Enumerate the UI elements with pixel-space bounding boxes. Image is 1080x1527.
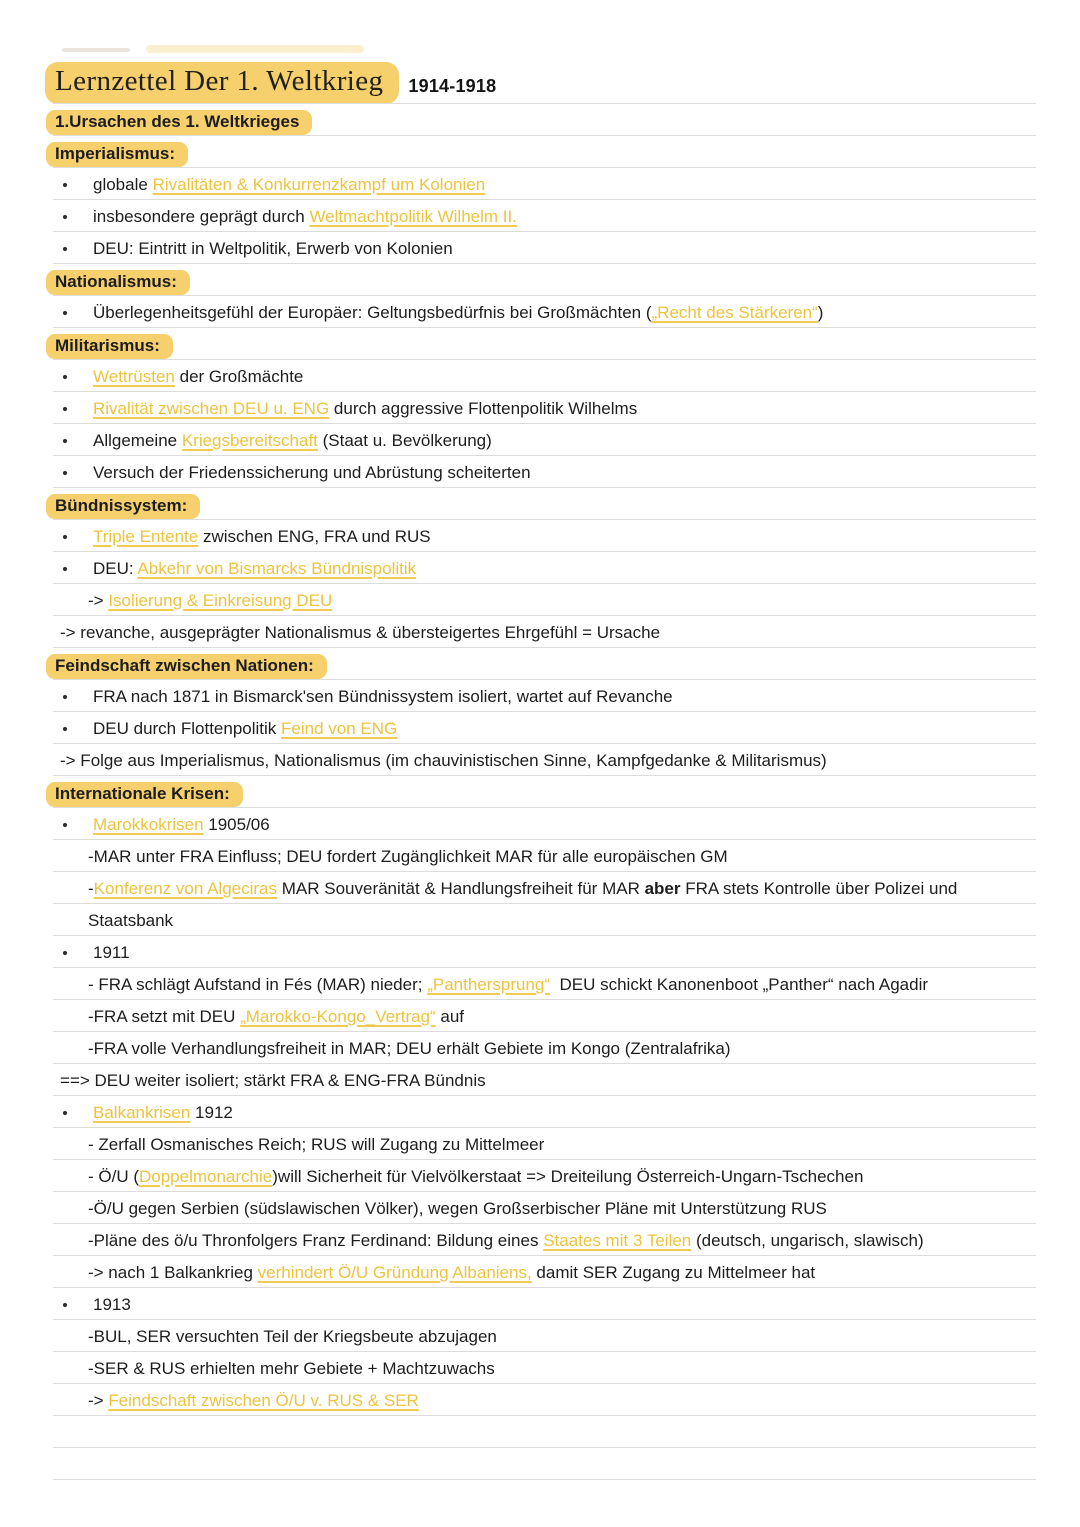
row-text (88, 1200, 827, 1224)
note-row (53, 680, 1036, 712)
text-segment: (Staat u. Bevölkerung) (317, 431, 492, 450)
row-text (88, 1040, 731, 1064)
highlighted-text-segment: „Recht des Stärkeren“ (651, 303, 818, 322)
note-row (53, 1032, 1036, 1064)
highlighter-smear-dash (62, 48, 130, 52)
row-text (93, 208, 517, 232)
highlighter-smear-strip (146, 45, 364, 53)
note-row (53, 1160, 1036, 1192)
text-segment: MAR Souveränität & Handlungsfreiheit für MAR (277, 879, 645, 898)
text-segment: -SER & RUS erhielten mehr Gebiete + Machtzuwachs (88, 1359, 495, 1378)
note-row (53, 168, 1036, 200)
row-text (93, 240, 453, 264)
text-segment: 1913 (93, 1295, 131, 1314)
bullet-dot-icon (63, 1303, 67, 1307)
bullet-dot-icon (63, 247, 67, 251)
row-text (93, 400, 637, 424)
row-text (60, 624, 660, 648)
note-row (53, 360, 1036, 392)
text-segment: - (88, 879, 94, 898)
rows-container (53, 104, 1036, 1480)
text-segment: -> (88, 1391, 109, 1410)
note-row (53, 1384, 1036, 1416)
text-segment: Imperialismus: (55, 144, 175, 163)
row-text (93, 1296, 131, 1320)
text-segment: Bündnissystem: (55, 496, 188, 515)
note-row (53, 1224, 1036, 1256)
bullet-dot-icon (63, 727, 67, 731)
note-row (53, 1096, 1036, 1128)
row-text (93, 944, 130, 968)
bullet-dot-icon (63, 311, 67, 315)
note-row (53, 584, 1036, 616)
text-segment: -BUL, SER versuchten Teil der Kriegsbeute abzujagen (88, 1327, 497, 1346)
row-text (93, 528, 431, 552)
text-segment: Überlegenheitsgefühl der Europäer: Geltungsbedürfnis bei Großmächten ( (93, 303, 652, 322)
highlighted-text-segment: Kriegsbereitschaft (181, 431, 318, 450)
highlighted-heading (46, 270, 190, 295)
text-segment: Staatsbank (88, 911, 174, 930)
section-heading-row (53, 104, 1036, 136)
note-row (53, 520, 1036, 552)
text-segment: DEU: (93, 559, 138, 578)
text-segment: insbesondere geprägt durch (93, 207, 310, 226)
highlighted-text-segment: „Marokko-Kongo_Vertrag“ (240, 1007, 436, 1026)
text-segment: zwischen ENG, FRA und RUS (198, 527, 431, 546)
text-segment: -Pläne des ö/u Thronfolgers Franz Ferdinand: Bildung eines (88, 1231, 544, 1250)
text-segment: -FRA setzt mit DEU (88, 1007, 241, 1026)
highlighted-heading (46, 494, 200, 519)
note-row (53, 200, 1036, 232)
note-row (53, 840, 1036, 872)
row-text (88, 1360, 495, 1384)
note-row (53, 1000, 1036, 1032)
text-segment: FRA stets Kontrolle über Polizei und (680, 879, 958, 898)
text-segment: Feindschaft zwischen Nationen: (55, 656, 314, 675)
text-segment: DEU: Eintritt in Weltpolitik, Erwerb von Kolonien (93, 239, 453, 258)
text-segment: aber (644, 879, 681, 898)
row-text (93, 432, 492, 456)
text-segment: ==> DEU weiter isoliert; stärkt FRA & ENG-FRA Bündnis (60, 1071, 486, 1090)
text-segment: -Ö/U gegen Serbien (südslawischen Völker), wegen Großserbischer Pläne mit Unterstützung RUS (88, 1199, 827, 1218)
bullet-dot-icon (63, 823, 67, 827)
notes-content (53, 56, 1036, 1480)
text-segment: globale (93, 175, 153, 194)
row-text (88, 1136, 544, 1160)
note-row (53, 456, 1036, 488)
highlighted-heading (46, 782, 243, 807)
text-segment: der Großmächte (174, 367, 304, 386)
row-text (93, 176, 485, 200)
row-text (88, 1264, 815, 1288)
note-row (53, 744, 1036, 776)
section-heading-row (53, 264, 1036, 296)
note-row (53, 808, 1036, 840)
highlighted-text-segment: Staates mit 3 Teilen (543, 1231, 692, 1250)
bullet-dot-icon (63, 535, 67, 539)
row-text (60, 752, 827, 776)
text-segment: -> Folge aus Imperialismus, Nationalismus (im chauvinistischen Sinne, Kampfgedanke & Militarismus) (60, 751, 827, 770)
highlighted-text-segment: Konferenz von Algeciras (93, 879, 278, 898)
highlighted-text-segment: verhindert Ö/U Gründung Albaniens, (257, 1263, 532, 1282)
row-text (88, 912, 173, 936)
bullet-dot-icon (63, 439, 67, 443)
row-text (88, 848, 728, 872)
note-row (53, 552, 1036, 584)
highlighted-text-segment: Abkehr von Bismarcks Bündnispolitik (137, 559, 417, 578)
highlighted-text-segment: Rivalität zwischen DEU u. ENG (93, 399, 330, 418)
text-segment: DEU schickt Kanonenboot „Panther“ nach Agadir (550, 975, 929, 994)
highlighted-text-segment: „Panthersprung“ (427, 975, 551, 994)
note-row (53, 904, 1036, 936)
row-text (93, 368, 303, 392)
title-row (53, 56, 1036, 104)
bullet-dot-icon (63, 407, 67, 411)
text-segment: durch aggressive Flottenpolitik Wilhelms (329, 399, 638, 418)
bullet-dot-icon (63, 1111, 67, 1115)
row-text (88, 592, 332, 616)
highlighted-text-segment: Feind von ENG (281, 719, 398, 738)
text-segment: )will Sicherheit für Vielvölkerstaat => Dreiteilung Österreich-Ungarn-Tschechen (272, 1167, 864, 1186)
bullet-dot-icon (63, 183, 67, 187)
row-text (88, 880, 957, 904)
text-segment: ) (817, 303, 824, 322)
page-title: Lernzettel Der 1. Weltkrieg (45, 62, 399, 104)
note-row (53, 872, 1036, 904)
highlighted-heading (46, 110, 312, 135)
text-segment: 1.Ursachen des 1. Weltkrieges (55, 112, 300, 131)
highlighted-text-segment: Marokkokrisen (93, 815, 204, 834)
row-text (88, 1232, 924, 1256)
text-segment: DEU durch Flottenpolitik (93, 719, 282, 738)
row-text (93, 304, 823, 328)
note-row (53, 936, 1036, 968)
note-row (53, 1064, 1036, 1096)
row-text (88, 976, 928, 1000)
text-segment: -> revanche, ausgeprägter Nationalismus & übersteigertes Ehrgefühl = Ursache (60, 623, 661, 642)
highlighted-heading (46, 654, 327, 679)
note-row (53, 616, 1036, 648)
highlighted-heading (46, 142, 188, 167)
bullet-dot-icon (63, 695, 67, 699)
text-segment: auf (435, 1007, 465, 1026)
text-segment: -> (88, 591, 109, 610)
text-segment: -FRA volle Verhandlungsfreiheit in MAR; DEU erhält Gebiete im Kongo (Zentralafrika) (88, 1039, 731, 1058)
note-row (53, 712, 1036, 744)
row-text (93, 688, 673, 712)
bullet-dot-icon (63, 951, 67, 955)
text-segment: - FRA schlägt Aufstand in Fés (MAR) nieder; (88, 975, 428, 994)
note-row (53, 232, 1036, 264)
highlighted-text-segment: Doppelmonarchie (139, 1167, 273, 1186)
text-segment: damit SER Zugang zu Mittelmeer hat (531, 1263, 816, 1282)
note-row (53, 1288, 1036, 1320)
bullet-dot-icon (63, 375, 67, 379)
row-text (93, 816, 270, 840)
note-row (53, 424, 1036, 456)
row-text (93, 720, 397, 744)
text-segment: FRA nach 1871 in Bismarck'sen Bündnissystem isoliert, wartet auf Revanche (93, 687, 673, 706)
section-heading-row (53, 488, 1036, 520)
bullet-dot-icon (63, 567, 67, 571)
text-segment: - Zerfall Osmanisches Reich; RUS will Zugang zu Mittelmeer (88, 1135, 545, 1154)
title-date-range: 1914-1918 (408, 76, 497, 96)
row-text (60, 1072, 486, 1096)
note-row (53, 1416, 1036, 1448)
row-text (88, 1008, 464, 1032)
text-segment: (deutsch, ungarisch, slawisch) (691, 1231, 924, 1250)
note-row (53, 968, 1036, 1000)
note-row (53, 1128, 1036, 1160)
section-heading-row (53, 776, 1036, 808)
row-text (93, 560, 416, 584)
text-segment: Militarismus: (55, 336, 160, 355)
highlighted-text-segment: Wettrüsten (93, 367, 175, 386)
text-segment: 1911 (93, 943, 130, 962)
section-heading-row (53, 136, 1036, 168)
row-text (93, 1104, 233, 1128)
row-text (93, 464, 531, 488)
section-heading-row (53, 328, 1036, 360)
bullet-dot-icon (63, 471, 67, 475)
bullet-dot-icon (63, 215, 67, 219)
note-row (53, 1448, 1036, 1480)
section-heading-row (53, 648, 1036, 680)
text-segment: - Ö/U ( (88, 1167, 139, 1186)
highlighted-text-segment: Triple Entente (93, 527, 199, 546)
row-text (88, 1328, 497, 1352)
note-row (53, 1256, 1036, 1288)
text-segment: -MAR unter FRA Einfluss; DEU fordert Zugänglichkeit MAR für alle europäischen GM (88, 847, 728, 866)
text-segment: 1912 (190, 1103, 233, 1122)
highlighted-text-segment: Balkankrisen (93, 1103, 191, 1122)
highlighted-text-segment: Feindschaft zwischen Ö/U v. RUS & SER (108, 1391, 419, 1410)
text-segment: Internationale Krisen: (55, 784, 230, 803)
note-row (53, 1192, 1036, 1224)
text-segment: Allgemeine (93, 431, 182, 450)
row-text (88, 1392, 419, 1416)
note-row (53, 392, 1036, 424)
highlighted-text-segment: Isolierung & Einkreisung DEU (108, 591, 333, 610)
highlighted-text-segment: Weltmachtpolitik Wilhelm II. (309, 207, 517, 226)
highlighted-text-segment: Rivalitäten & Konkurrenzkampf um Kolonien (152, 175, 486, 194)
text-segment: 1905/06 (203, 815, 270, 834)
text-segment: Versuch der Friedenssicherung und Abrüstung scheiterten (93, 463, 531, 482)
note-row (53, 1352, 1036, 1384)
row-text (88, 1168, 863, 1192)
text-segment: Nationalismus: (55, 272, 177, 291)
highlighted-heading (46, 334, 173, 359)
text-segment: -> nach 1 Balkankrieg (88, 1263, 258, 1282)
note-row (53, 296, 1036, 328)
note-row (53, 1320, 1036, 1352)
